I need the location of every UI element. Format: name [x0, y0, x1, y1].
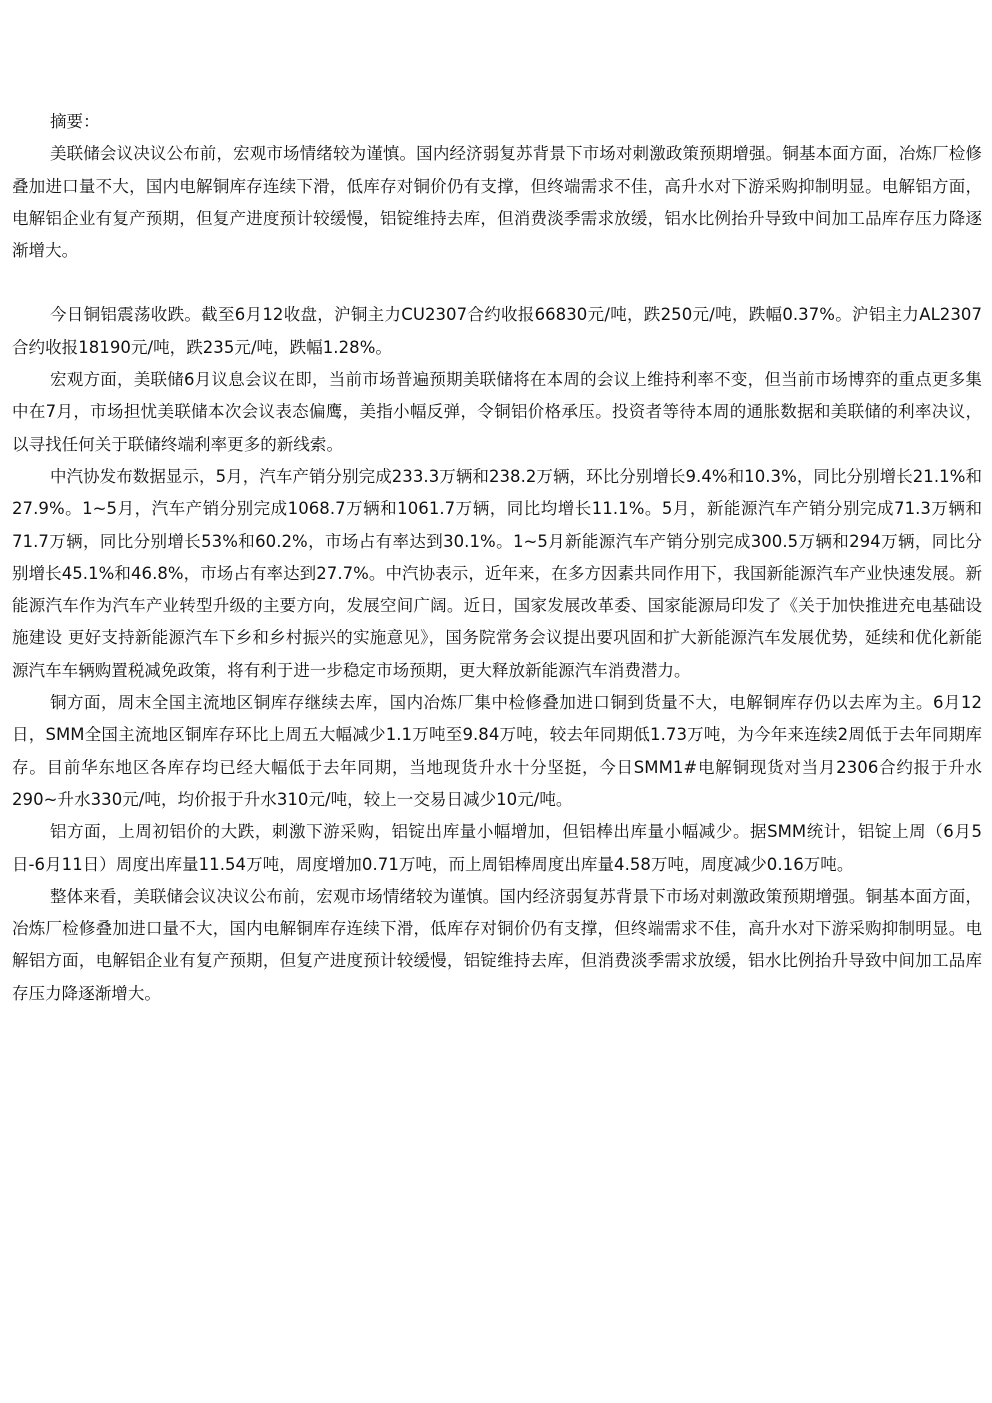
conclusion-paragraph: 整体来看，美联储会议决议公布前，宏观市场情绪较为谨慎。国内经济弱复苏背景下市场对刺激政策预期增强。铜基本面方面，冶炼厂检修叠加进口量不大，国内电解铜库存连续下滑，低库存对铜价仍有支撑，但终端需求不佳，高升水对下游采购抑制明显。电解铝方面，电解铝企业有复产预期，但复产进度预计较缓慢，铝锭维持去库，但消费淡季需求放缓，铝水比例抬升导致中间加工品库存压力降逐渐增大。: [12, 886, 982, 1003]
document-body: [12, 106, 982, 1010]
summary-label: 摘要：: [50, 112, 100, 131]
summary-paragraph: 美联储会议决议公布前，宏观市场情绪较为谨慎。国内经济弱复苏背景下市场对刺激政策预期增强。铜基本面方面，冶炼厂检修叠加进口量不大，国内电解铜库存连续下滑，低库存对铜价仍有支撑，但终端需求不佳，高升水对下游采购抑制明显。电解铝方面，电解铝企业有复产预期，但复产进度预计较缓慢，铝锭维持去库，但消费淡季需求放缓，铝水比例抬升导致中间加工品库存压力降逐渐增大。: [12, 144, 982, 261]
auto-industry-paragraph: 中汽协发布数据显示，5月，汽车产销分别完成233.3万辆和238.2万辆，环比分别增长9.4%和10.3%，同比分别增长21.1%和27.9%。1~5月，汽车产销分别完成1068.7万辆和1061.7万辆，同比均增长11.1%。5月，新能源汽车产销分别完成71.3万辆和71.7万辆，同比分别增长53%和60.2%，市场占有率达到30.1%。1~5月新能源汽车产销分别完成300.5万辆和294万辆，同比分别增长45.1%和46.8%，市场占有率达到27.7%。中汽协表示，近年来，在多方因素共同作用下，我国新能源汽车产业快速发展。新能源汽车作为汽车产业转型升级的主要方向，发展空间广阔。近日，国家发展改革委、国家能源局印发了《关于加快推进充电基础设施建设 更好支持新能源汽车下乡和乡村振兴的实施意见》，国务院常务会议提出要巩固和扩大新能源汽车发展优势，延续和优化新能源汽车车辆购置税减免政策，将有利于进一步稳定市场预期，更大释放新能源汽车消费潜力。: [12, 466, 982, 680]
aluminum-paragraph: 铝方面，上周初铝价的大跌，刺激下游采购，铝锭出库量小幅增加，但铝棒出库量小幅减少。据SMM统计，铝锭上周（6月5日-6月11日）周度出库量11.54万吨，周度增加0.71万吨，而上周铝棒周度出库量4.58万吨，周度减少0.16万吨。: [12, 822, 982, 874]
market-close-paragraph: 今日铜铝震荡收跌。截至6月12收盘，沪铜主力CU2307合约收报66830元/吨，跌250元/吨，跌幅0.37%。沪铝主力AL2307合约收报18190元/吨，跌235元/吨，跌幅1.28%。: [12, 305, 982, 357]
copper-paragraph: 铜方面，周末全国主流地区铜库存继续去库，国内冶炼厂集中检修叠加进口铜到货量不大，电解铜库存仍以去库为主。6月12日，SMM全国主流地区铜库存环比上周五大幅减少1.1万吨至9.84万吨，较去年同期低1.73万吨，为今年来连续2周低于去年同期库存。目前华东地区各库存均已经大幅低于去年同期，当地现货升水十分坚挺，今日SMM1#电解铜现货对当月2306合约报于升水290~升水330元/吨，均价报于升水310元/吨，较上一交易日减少10元/吨。: [12, 693, 982, 809]
paragraph-spacer: [12, 267, 982, 299]
macro-paragraph: 宏观方面，美联储6月议息会议在即，当前市场普遍预期美联储将在本周的会议上维持利率不变，但当前市场博弈的重点更多集中在7月，市场担忧美联储本次会议表态偏鹰，美指小幅反弹，令铜铝价格承压。投资者等待本周的通胀数据和美联储的利率决议，以寻找任何关于联储终端利率更多的新线索。: [12, 370, 982, 454]
